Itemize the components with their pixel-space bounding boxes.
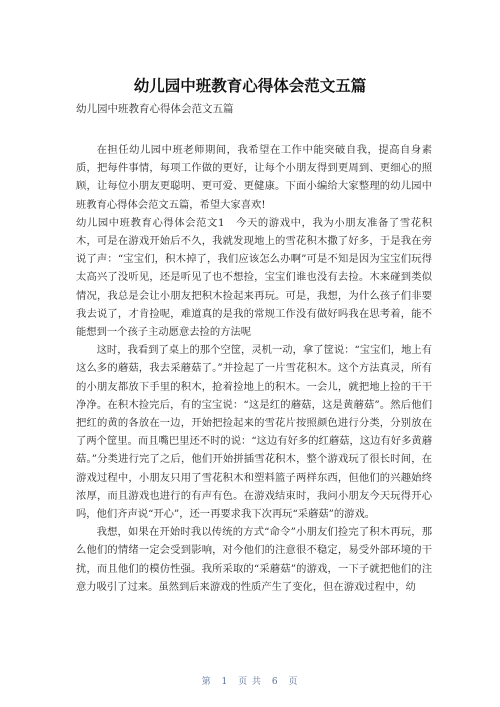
page-number-total: 6 (271, 677, 279, 687)
page-label-mid: 页 共 (238, 677, 262, 687)
paragraph-intro: 在担任幼儿园中班老师期间，我希望在工作中能突破自我，提高自身素质，把每件事情，每项工作做的更好，让每个小朋友得到更周到、更细心的照顾，让每位小朋友更聪明、更可爱、更健康。下面小编给大家整理的幼儿园中班教育心得体会范文五篇，希望大家喜欢! (76, 144, 432, 211)
page-number-current: 1 (221, 677, 229, 687)
paragraph-reflection: 我想，如果在开始时我以传统的方式“命令”小朋友们捡完了积木再玩，那么他们的情绪一定会受到影响，对今他们的注意很不稳定，易受外部环境的干扰，而且他们的模仿性强。我所采取的“采蘑菇”的游戏，一下子就把他们的注意力吸引了过来。虽然到后来游戏的性质产生了变化，但在游戏过程中，幼 (76, 526, 432, 593)
document-body (76, 141, 432, 596)
page-label-suffix: 页 (288, 677, 299, 687)
document-title: 幼儿园中班教育心得体会范文五篇 (133, 77, 367, 95)
paragraph-essay-1: 幼儿园中班教育心得体会范文1 今天的游戏中，我为小朋友准备了雪花积木，可是在游戏开始后不久，我就发现地上的雪花积木撒了好多，于是我在旁说了声：“宝宝们，积木掉了，我们应该怎么办啊”可是不知是因为宝宝们玩得太高兴了没听见，还是听见了也不想捡，宝宝们谁也没有去捡。木来碰到类似情况，我总是会让小朋友把积木捡起来再玩。可是，我想，为什么孩子们非要我去说了，才肯捡呢，难道真的是我的常规工作没有做好吗我在思考着，能不能想到一个孩子主动愿意去捡的方法呢 (76, 216, 432, 339)
page-label-prefix: 第 (201, 677, 212, 687)
page-footer (0, 674, 500, 687)
document-subtitle: 幼儿园中班教育心得体会范文五篇 (76, 103, 234, 115)
paragraph-game: 这时，我看到了桌上的那个空筐，灵机一动，拿了筐说：“宝宝们，地上有这么多的蘑菇，我去采蘑菇了。”并捡起了一片雪花积木。这个方法真灵，所有的小朋友都放下手里的积木，抢着捡地上的积木。一会儿，就把地上捡的干干净净。在积木捡完后，有的宝宝说：“这是红的蘑菇，这是黄蘑菇”。然后他们把红的黄的各放在一边，开始把捡起来的雪花片按照颜色进行分类，分别放在了两个筐里。而且嘴巴里还不时的说：“这边有好多的红蘑菇，这边有好多黄蘑菇。”分类进行完了之后，他们开始拼插雪花积木，整个游戏玩了很长时间，在游戏过程中，小朋友只用了雪花积木和塑料篮子两样东西，但他们的兴趣始终浓厚，而且游戏也进行的有声有色。在游戏结束时，我问小朋友今天玩得开心吗，他们齐声说“开心”，还一再要求我下次再玩“采蘑菇”的游戏。 (76, 344, 432, 521)
